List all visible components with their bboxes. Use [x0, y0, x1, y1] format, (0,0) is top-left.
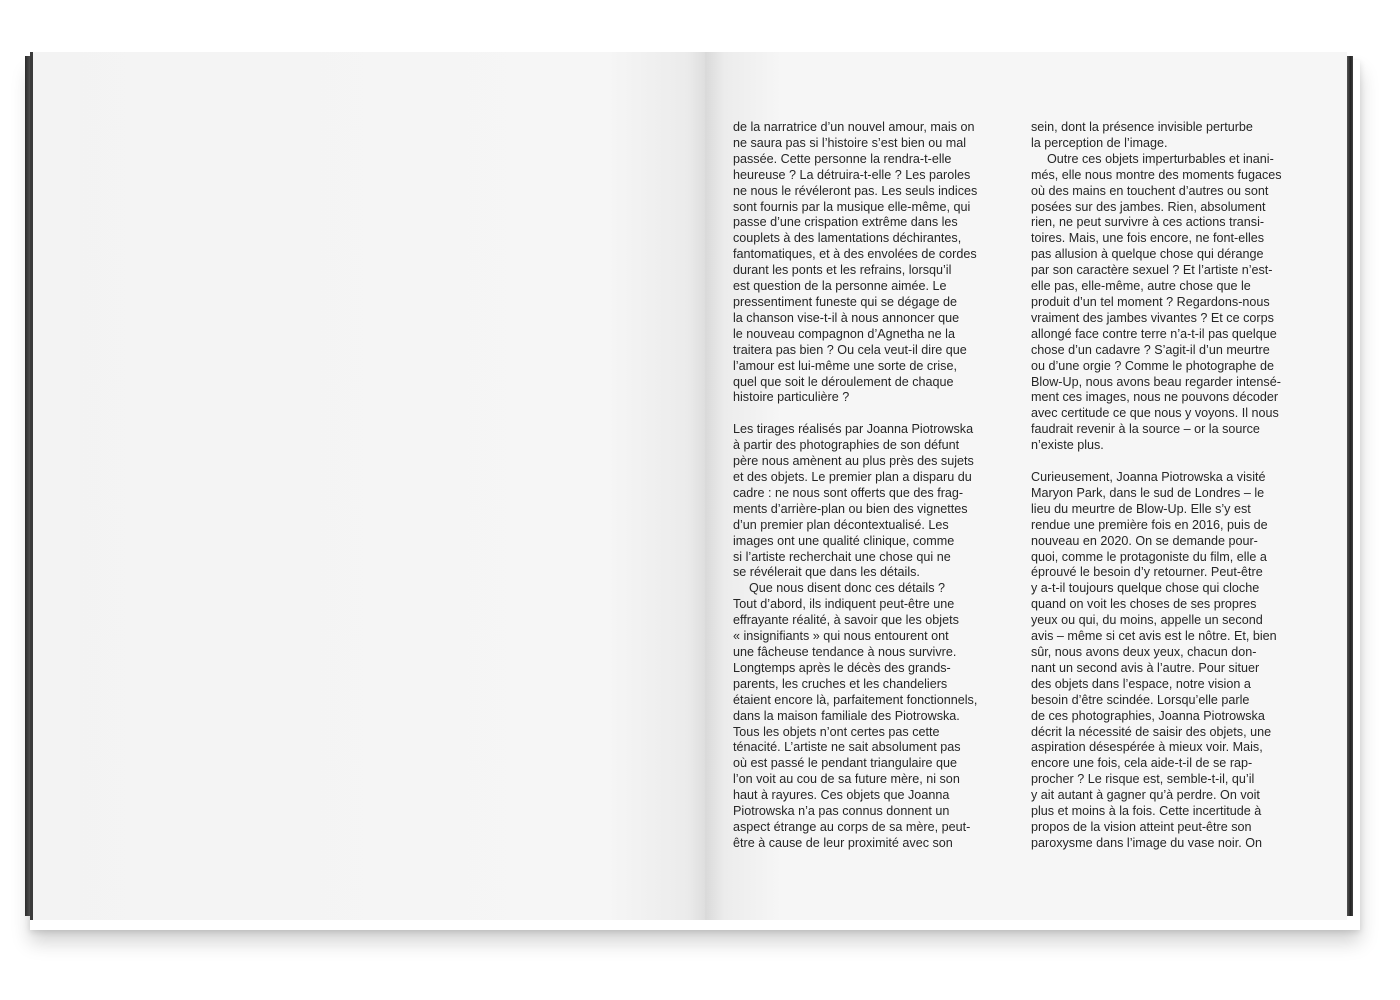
- text-line: encore une fois, cela aide-t-il de se rap-: [1031, 756, 1253, 771]
- text-line: cadre : ne nous sont offerts que des frag-: [733, 485, 964, 500]
- text-line: nouveau en 2020. On se demande pour-: [1031, 533, 1258, 548]
- text-line: l’on voit au cou de sa future mère, ni son: [733, 772, 960, 787]
- text-line: traitera pas bien ? Ou cela veut-il dire que: [733, 342, 967, 357]
- paragraph: [733, 120, 1003, 406]
- text-line: « insignifiants » qui nous entourent ont: [733, 629, 949, 644]
- text-column-1: [733, 120, 1003, 852]
- text-line: des objets dans l’espace, notre vision a: [1031, 676, 1251, 691]
- text-line: images ont une qualité clinique, comme: [733, 533, 955, 548]
- text-column-2: [1031, 120, 1301, 852]
- text-line: couplets à des lamentations déchirantes,: [733, 231, 962, 246]
- text-line: besoin d’être scindée. Lorsqu’elle parle: [1031, 692, 1250, 707]
- text-line: elle pas, elle-même, autre chose que le: [1031, 279, 1251, 294]
- text-line: avis – même si cet avis est le nôtre. Et, bien: [1031, 629, 1277, 644]
- text-line: rendue une première fois en 2016, puis de: [1031, 517, 1268, 532]
- text-line: plus et moins à la fois. Cette incertitude à: [1031, 804, 1262, 819]
- text-line: ments d’arrière-plan ou bien des vignettes: [733, 501, 968, 516]
- text-line: procher ? Le risque est, semble-t-il, qu’il: [1031, 772, 1255, 787]
- text-line: d’un premier plan décontextualisé. Les: [733, 517, 949, 532]
- text-line: sont fournis par la musique elle-même, qui: [733, 199, 971, 214]
- text-line: ment ces images, nous ne pouvons décoder: [1031, 390, 1279, 405]
- text-line: quand on voit les choses de ses propres: [1031, 597, 1257, 612]
- text-line: effrayante réalité, à savoir que les objets: [733, 613, 959, 628]
- text-line: quoi, comme le protagoniste du film, elle a: [1031, 549, 1267, 564]
- paragraph: [1031, 152, 1301, 454]
- text-line: par son caractère sexuel ? Et l’artiste n’est-: [1031, 263, 1273, 278]
- text-line: l’amour est lui-même une sorte de crise,: [733, 358, 957, 373]
- text-line: lieu du meurtre de Blow-Up. Elle s’y est: [1031, 501, 1251, 516]
- book-edge-right: [1347, 56, 1353, 916]
- text-line: ne saura pas si l’histoire s’est bien ou mal: [733, 135, 967, 150]
- text-line: père nous amènent au plus près des sujets: [733, 454, 974, 469]
- text-line: pressentiment funeste qui se dégage de: [733, 294, 958, 309]
- text-line: la chanson vise-t-il à nous annoncer que: [733, 310, 960, 325]
- text-line: parents, les cruches et les chandeliers: [733, 676, 948, 691]
- text-line: fantomatiques, et à des envolées de cordes: [733, 247, 977, 262]
- text-line: Outre ces objets imperturbables et inani-: [1047, 151, 1274, 166]
- text-line: Les tirages réalisés par Joanna Piotrowska: [733, 422, 974, 437]
- text-line: yeux ou qui, du moins, appelle un second: [1031, 613, 1263, 628]
- paragraph: [1031, 120, 1301, 152]
- text-line: Que nous disent donc ces détails ?: [749, 581, 946, 596]
- text-line: chose d’un cadavre ? S’agit-il d’un meurtre: [1031, 342, 1270, 357]
- text-line: Maryon Park, dans le sud de Londres – le: [1031, 485, 1265, 500]
- text-line: où est passé le pendant triangulaire que: [733, 756, 958, 771]
- text-line: propos de la vision atteint peut-être son: [1031, 819, 1252, 834]
- text-line: ne nous le révéleront pas. Les seuls indices: [733, 183, 978, 198]
- text-line: Longtemps après le décès des grands-: [733, 660, 951, 675]
- paragraph: [733, 422, 1003, 581]
- text-line: vraiment des jambes vivantes ? Et ce corps: [1031, 310, 1274, 325]
- text-line: paroxysme dans l’image du vase noir. On: [1031, 835, 1263, 850]
- paragraph: [1031, 470, 1301, 852]
- left-page: [30, 52, 708, 920]
- text-line: si l’artiste recherchait une chose qui ne: [733, 549, 951, 564]
- text-line: pas allusion à quelque chose qui dérange: [1031, 247, 1264, 262]
- text-line: histoire particulière ?: [733, 390, 850, 405]
- text-line: Tout d’abord, ils indiquent peut-être une: [733, 597, 955, 612]
- text-line: passe d’une crispation extrême dans les: [733, 215, 958, 230]
- text-line: n’existe plus.: [1031, 438, 1104, 453]
- text-line: quel que soit le déroulement de chaque: [733, 374, 954, 389]
- text-line: produit d’un tel moment ? Regardons-nous: [1031, 294, 1270, 309]
- text-line: ténacité. L’artiste ne sait absolument pas: [733, 740, 961, 755]
- text-line: haut à rayures. Ces objets que Joanna: [733, 788, 950, 803]
- text-line: posées sur des jambes. Rien, absolument: [1031, 199, 1266, 214]
- text-line: toires. Mais, une fois encore, ne font-elles: [1031, 231, 1265, 246]
- text-line: être à cause de leur proximité avec son: [733, 835, 953, 850]
- text-line: dans la maison familiale des Piotrowska.: [733, 708, 960, 723]
- text-line: étaient encore là, parfaitement fonctionnels,: [733, 692, 978, 707]
- paragraph-gap: [1031, 454, 1301, 470]
- text-line: où des mains en touchent d’autres ou sont: [1031, 183, 1269, 198]
- text-line: la perception de l’image.: [1031, 135, 1168, 150]
- paragraph-gap: [733, 406, 1003, 422]
- text-line: durant les ponts et les refrains, lorsqu’il: [733, 263, 952, 278]
- text-line: de ces photographies, Joanna Piotrowska: [1031, 708, 1265, 723]
- text-line: faudrait revenir à la source – or la source: [1031, 422, 1260, 437]
- text-line: de la narratrice d’un nouvel amour, mais on: [733, 120, 975, 134]
- text-line: rien, ne peut survivre à ces actions transi-: [1031, 215, 1265, 230]
- text-line: passée. Cette personne la rendra-t-elle: [733, 151, 952, 166]
- text-line: sûr, nous avons deux yeux, chacun don-: [1031, 645, 1257, 659]
- text-line: y ait autant à gagner qu’à perdre. On voit: [1031, 788, 1260, 803]
- text-line: Tous les objets n’ont certes pas cette: [733, 724, 940, 739]
- text-line: avec certitude ce que nous y voyons. Il nous: [1031, 406, 1279, 421]
- text-line: y a-t-il toujours quelque chose qui cloche: [1031, 581, 1260, 596]
- text-line: Blow-Up, nous avons beau regarder intensé-: [1031, 374, 1281, 389]
- text-line: aspiration désespérée à mieux voir. Mais,: [1031, 740, 1263, 755]
- text-line: à partir des photographies de son défunt: [733, 438, 960, 453]
- text-line: éprouvé le besoin d’y retourner. Peut-être: [1031, 565, 1263, 580]
- text-line: le nouveau compagnon d’Agnetha ne la: [733, 326, 955, 341]
- text-line: aspect étrange au corps de sa mère, peut-: [733, 819, 971, 834]
- text-line: et des objets. Le premier plan a disparu du: [733, 470, 972, 485]
- text-line: heureuse ? La détruira-t-elle ? Les paroles: [733, 167, 971, 182]
- text-line: sein, dont la présence invisible perturbe: [1031, 120, 1253, 134]
- text-line: més, elle nous montre des moments fugaces: [1031, 167, 1282, 182]
- text-line: allongé face contre terre n’a-t-il pas quelque: [1031, 326, 1277, 341]
- text-line: Curieusement, Joanna Piotrowska a visité: [1031, 470, 1266, 485]
- text-line: une fâcheuse tendance à nous survivre.: [733, 645, 957, 659]
- text-line: nant un second avis à l’autre. Pour situer: [1031, 660, 1260, 675]
- text-line: Piotrowska n’a pas connus donnent un: [733, 804, 950, 819]
- paragraph: [733, 581, 1003, 851]
- text-line: est question de la personne aimée. Le: [733, 279, 947, 294]
- text-line: se révélerait que dans les détails.: [733, 565, 920, 580]
- text-line: ou d’une orgie ? Comme le photographe de: [1031, 358, 1274, 373]
- text-line: décrit la nécessité de saisir des objets, une: [1031, 724, 1272, 739]
